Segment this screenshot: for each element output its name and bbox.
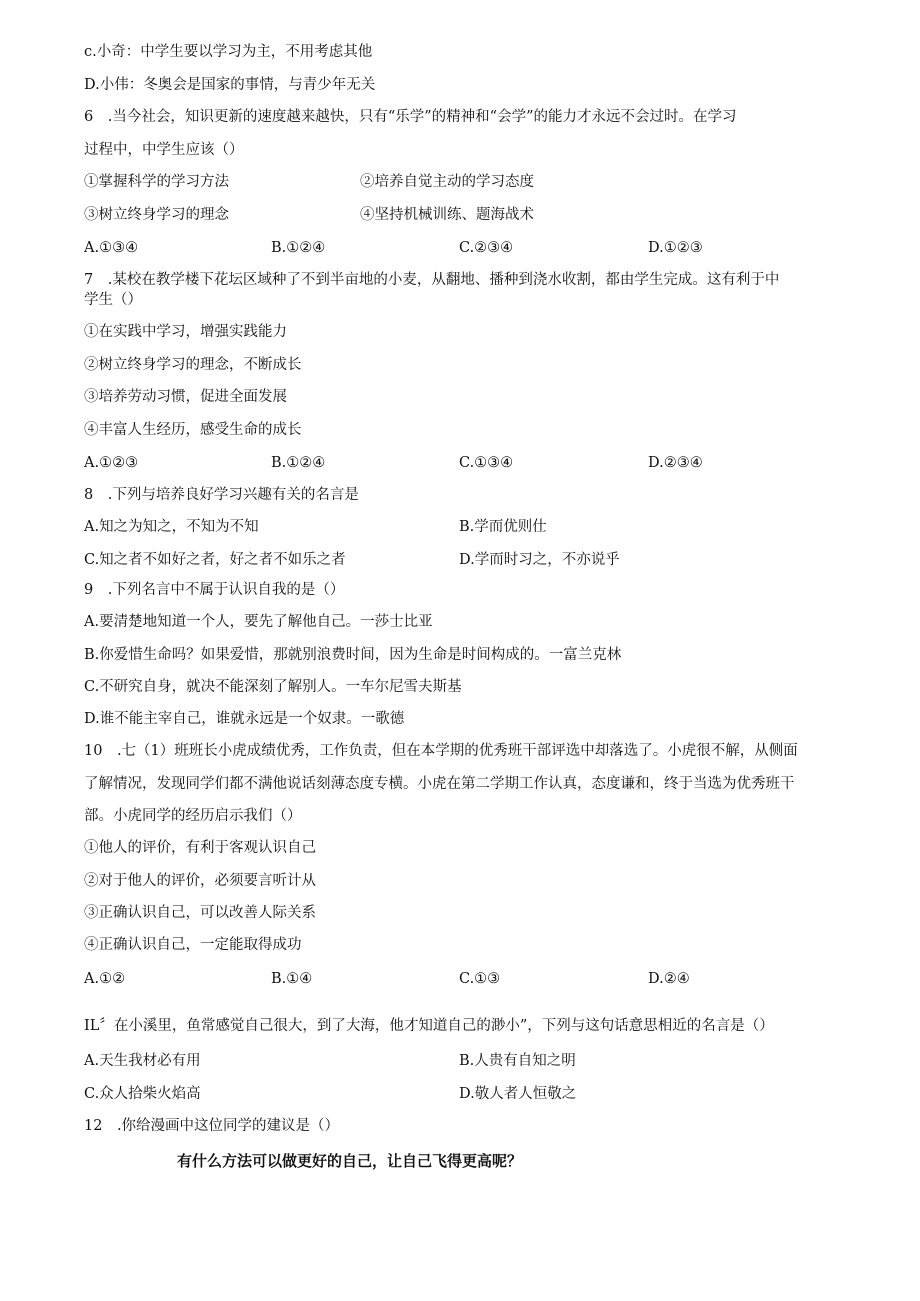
q8-option-d: D.学而时习之，不亦说乎 <box>459 552 620 568</box>
q8-option-c: C.知之者不如好之者，好之者不如乐之者 <box>84 552 346 568</box>
q9-option-c: C.不研究自身，就决不能深刻了解别人。一车尔尼雪夫斯基 <box>84 679 462 695</box>
q9-option-a: A.要清楚地知道一个人，要先了解他自己。一莎士比亚 <box>84 614 433 630</box>
q10-stem-line3: 部。小虎同学的经历启示我们（） <box>84 808 302 824</box>
q7-option-a: A.①②③ <box>84 455 139 471</box>
q10-option-a: A.①② <box>84 971 126 987</box>
q10-option-d: D.②④ <box>648 971 690 987</box>
q6-item: ③树立终身学习的理念 <box>84 207 229 223</box>
q10-item: ②对于他人的评价，必须要言听计从 <box>84 873 316 889</box>
q11-stem: IL〞在小溪里，鱼常感觉自己很大，到了大海，他才知道自己的渺小”，下列与这句话意思相近的名言是（） <box>84 1018 774 1034</box>
q9-option-d: D.谁不能主宰自己，谁就永远是一个奴隶。一歌德 <box>84 711 405 727</box>
q10-item: ①他人的评价，有利于客观认识自己 <box>84 840 316 856</box>
q7-stem-line1: 7 .某校在教学楼下花坛区域种了不到半亩地的小麦，从翻地、播种到浇水收割，都由学生完成。这有利于中 <box>84 272 780 288</box>
q6-item: ④坚持机械训练、题海战术 <box>360 207 534 223</box>
q9-stem: 9 .下列名言中不属于认识自我的是（） <box>84 582 345 598</box>
q6-item: ①掌握科学的学习方法 <box>84 174 229 190</box>
cartoon-caption: 有什么方法可以做更好的自己，让自己飞得更高呢？ <box>177 1152 523 1170</box>
q6-option-a: A.①③④ <box>84 240 139 256</box>
q7-stem-line2: 学生（） <box>84 292 142 308</box>
q10-stem-line2: 了解情况，发现同学们都不满他说话刻薄态度专横。小虎在第二学期工作认真，态度谦和，终于当选为优秀班干 <box>84 776 795 792</box>
q12-stem: 12 .你给漫画中这位同学的建议是（） <box>84 1118 340 1134</box>
q11-option-d: D.敬人者人恒敬之 <box>459 1086 577 1102</box>
q7-option-d: D.②③④ <box>648 455 703 471</box>
q11-option-a: A.天生我材必有用 <box>84 1053 201 1069</box>
q5-option-d: D.小伟：冬奥会是国家的事情，与青少年无关 <box>84 77 376 93</box>
q7-item: ②树立终身学习的理念，不断成长 <box>84 357 302 373</box>
q10-item: ④正确认识自己，一定能取得成功 <box>84 937 302 953</box>
q5-option-c: c.小奇：中学生要以学习为主，不用考虑其他 <box>84 44 373 60</box>
q6-stem-line2: 过程中，中学生应该（） <box>84 142 244 158</box>
q6-item: ②培养自觉主动的学习态度 <box>360 174 534 190</box>
q11-option-c: C.众人拾柴火焰高 <box>84 1086 201 1102</box>
q8-option-b: B.学而优则仕 <box>459 519 547 535</box>
q8-stem: 8 .下列与培养良好学习兴趣有关的名言是 <box>84 487 359 503</box>
q8-option-a: A.知之为知之，不知为不知 <box>84 519 259 535</box>
q6-option-c: C.②③④ <box>459 240 514 256</box>
q10-option-c: C.①③ <box>459 971 501 987</box>
q6-option-d: D.①②③ <box>648 240 703 256</box>
q6-option-b: B.①②④ <box>271 240 326 256</box>
q11-option-b: B.人贵有自知之明 <box>459 1053 576 1069</box>
q10-item: ③正确认识自己，可以改善人际关系 <box>84 905 316 921</box>
q6-stem-line1: 6 .当今社会，知识更新的速度越来越快，只有“乐学”的精神和“会学”的能力才永远不会过时。在学习 <box>84 109 737 125</box>
q10-option-b: B.①④ <box>271 971 313 987</box>
q7-item: ④丰富人生经历，感受生命的成长 <box>84 422 302 438</box>
q7-item: ③培养劳动习惯，促进全面发展 <box>84 389 287 405</box>
q9-option-b: B.你爱惜生命吗？如果爱惜，那就别浪费时间，因为生命是时间构成的。一富兰克林 <box>84 647 622 663</box>
q7-option-b: B.①②④ <box>271 455 326 471</box>
q7-option-c: C.①③④ <box>459 455 514 471</box>
q10-stem-line1: 10 .七（1）班班长小虎成绩优秀，工作负责，但在本学期的优秀班干部评选中却落选了。小虎很不解，从侧面 <box>84 743 798 759</box>
q7-item: ①在实践中学习，增强实践能力 <box>84 324 287 340</box>
